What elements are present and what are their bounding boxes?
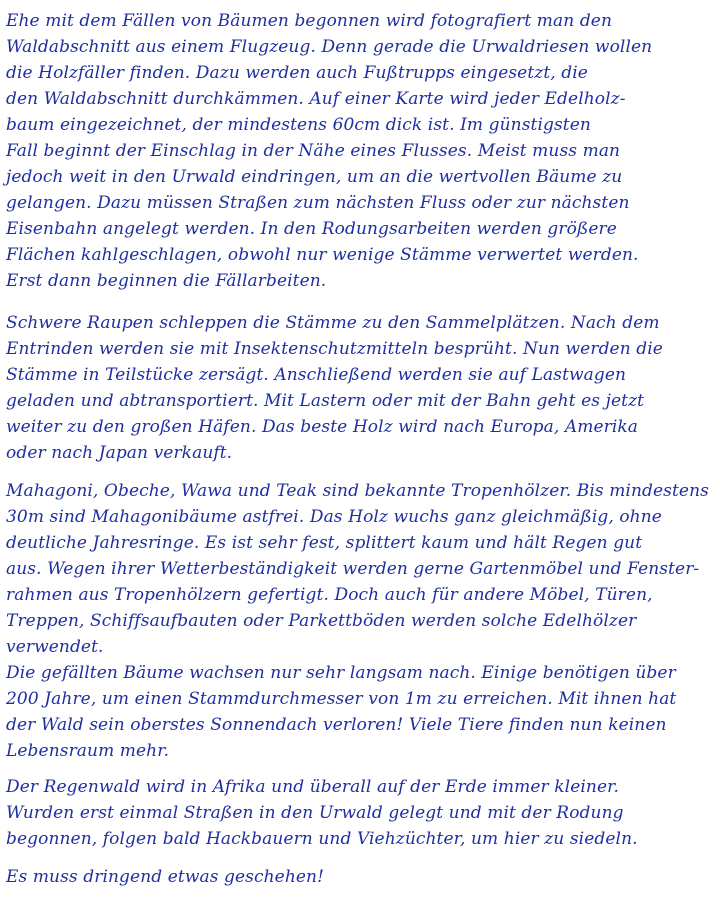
text-line: Entrinden werden sie mit Insektenschutzmitteln besprüht. Nun werden die bbox=[6, 339, 663, 359]
text-line: deutliche Jahresringe. Es ist sehr fest, splittert kaum und hält Regen gut bbox=[6, 533, 643, 553]
text-line: die Holzfäller finden. Dazu werden auch Fußtrupps eingesetzt, die bbox=[6, 63, 588, 83]
text-line: weiter zu den großen Häfen. Das beste Holz wird nach Europa, Amerika bbox=[6, 417, 639, 437]
text-line: Die gefällten Bäume wachsen nur sehr langsam nach. Einige benötigen über bbox=[6, 663, 676, 683]
text-line: Stämme in Teilstücke zersägt. Anschließend werden sie auf Lastwagen bbox=[6, 365, 627, 385]
text-line: oder nach Japan verkauft. bbox=[6, 443, 233, 463]
text-line: Ehe mit dem Fällen von Bäumen begonnen wird fotografiert man den bbox=[6, 11, 613, 31]
text-line: Erst dann beginnen die Fällarbeiten. bbox=[6, 271, 327, 291]
text-line: den Waldabschnitt durchkämmen. Auf einer Karte wird jeder Edelholz- bbox=[6, 89, 626, 109]
text-line: Fall beginnt der Einschlag in der Nähe eines Flusses. Meist muss man bbox=[6, 141, 621, 161]
text-line: Schwere Raupen schleppen die Stämme zu den Sammelplätzen. Nach dem bbox=[6, 313, 660, 333]
text-line: Flächen kahlgeschlagen, obwohl nur wenige Stämme verwertet werden. bbox=[6, 245, 639, 265]
text-line: gelangen. Dazu müssen Straßen zum nächsten Fluss oder zur nächsten bbox=[6, 193, 630, 213]
text-line: begonnen, folgen bald Hackbauern und Viehzüchter, um hier zu siedeln. bbox=[6, 829, 638, 849]
text-line: aus. Wegen ihrer Wetterbeständigkeit werden gerne Gartenmöbel und Fenster- bbox=[6, 559, 700, 579]
text-line: Mahagoni, Obeche, Wawa und Teak sind bekannte Tropenhölzer. Bis mindestens bbox=[6, 481, 709, 501]
text-line: baum eingezeichnet, der mindestens 60cm dick ist. Im günstigsten bbox=[6, 115, 591, 135]
text-line: der Wald sein oberstes Sonnendach verloren! Viele Tiere finden nun keinen bbox=[6, 715, 667, 735]
text-line: Waldabschnitt aus einem Flugzeug. Denn gerade die Urwaldriesen wollen bbox=[6, 37, 653, 57]
text-line: 30m sind Mahagonibäume astfrei. Das Holz wuchs ganz gleichmäßig, ohne bbox=[6, 507, 662, 527]
text-line: rahmen aus Tropenhölzern gefertigt. Doch auch für andere Möbel, Türen, bbox=[6, 585, 653, 605]
text-line: Es muss dringend etwas geschehen! bbox=[6, 867, 325, 887]
text-line: Treppen, Schiffsaufbauten oder Parkettböden werden solche Edelhölzer bbox=[6, 611, 637, 631]
text-line: Lebensraum mehr. bbox=[6, 741, 170, 761]
text-line: verwendet. bbox=[6, 637, 104, 657]
text-line: Der Regenwald wird in Afrika und überall auf der Erde immer kleiner. bbox=[6, 777, 619, 797]
text-line: jedoch weit in den Urwald eindringen, um an die wertvollen Bäume zu bbox=[6, 167, 623, 187]
text-line: Eisenbahn angelegt werden. In den Rodungsarbeiten werden größere bbox=[6, 219, 617, 239]
text-line: 200 Jahre, um einen Stammdurchmesser von 1m zu erreichen. Mit ihnen hat bbox=[6, 689, 677, 709]
text-line: Wurden erst einmal Straßen in den Urwald gelegt und mit der Rodung bbox=[6, 803, 624, 823]
text-line: geladen und abtransportiert. Mit Lastern oder mit der Bahn geht es jetzt bbox=[6, 391, 645, 411]
